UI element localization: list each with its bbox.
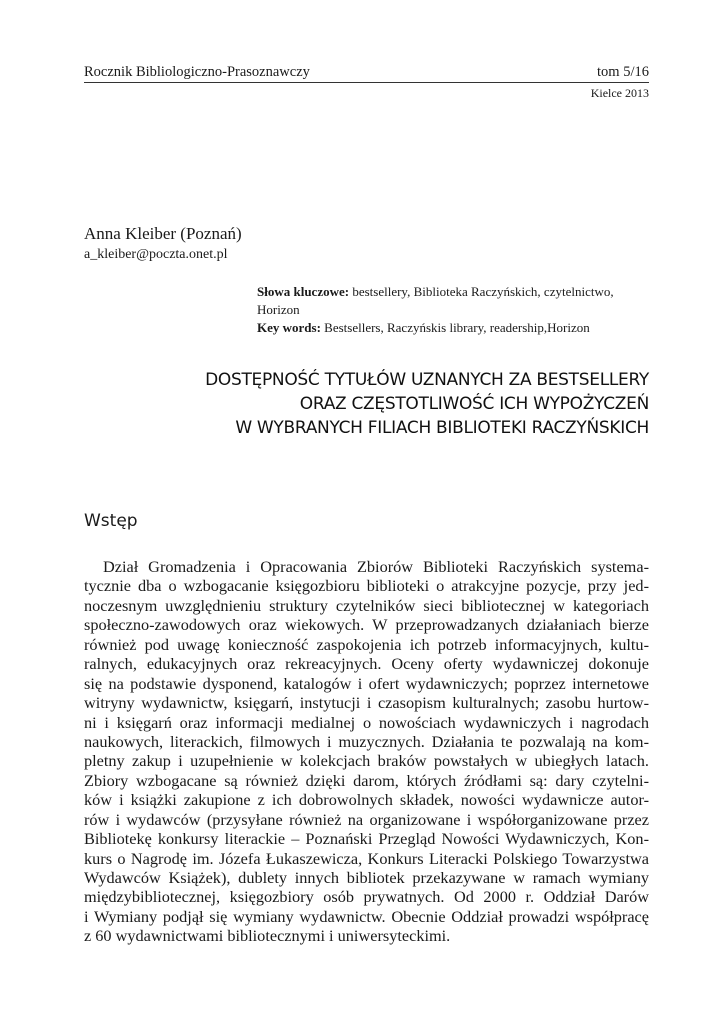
body-line: społeczno-zawodowych oraz wiekowych. W przeprowadzanych działaniach bierze — [84, 615, 649, 635]
header-divider — [84, 82, 649, 83]
body-line: z 60 wydawnictwami bibliotecznymi i uniwersyteckimi. — [84, 926, 451, 946]
volume-number: tom 5/16 — [597, 64, 649, 80]
body-line: kurs o Nagrodę im. Józefa Łukaszewicza, Konkurs Literacki Polskiego Towarzystwa — [84, 848, 649, 868]
body-line: rów i wydawców (przysyłane również na organizowane i współorganizowane przez — [84, 809, 649, 829]
body-line: pletny zakup i uzupełnienie w kolekcjach braków powstałych w ubiegłych latach. — [84, 751, 649, 771]
title-line: W WYBRANYCH FILIACH BIBLIOTEKI RACZYŃSKICH — [235, 418, 649, 438]
body-line: witryny wydawnictw, księgarń, instytucji i czasopism kulturalnych; zasobu hurtow- — [84, 693, 649, 713]
body-line: się na podstawie dysponend, katalogów i ofert wydawniczych; poprzez internetowe — [84, 673, 649, 693]
keywords-english-label: Key words: — [257, 320, 321, 335]
body-line: również pod uwagę konieczność zaspokojenia ich potrzeb informacyjnych, kultu- — [84, 634, 649, 654]
place-year: Kielce 2013 — [590, 86, 649, 100]
keywords-polish — [257, 283, 649, 319]
keywords-english-text: Bestsellers, Raczyńskis library, readership,Horizon — [324, 320, 590, 335]
body-line: Zbiory wzbogacane są również dzięki darom, których źródłami są: dary czytelni- — [84, 770, 649, 790]
title-line: ORAZ CZĘSTOTLIWOŚĆ ICH WYPOŻYCZEŃ — [299, 394, 649, 414]
keywords-polish-text: bestsellery, Biblioteka Raczyńskich, czytelnictwo, Horizon — [257, 284, 614, 317]
section-heading: Wstęp — [84, 511, 138, 531]
journal-name: Rocznik Bibliologiczno-Prasoznawczy — [84, 64, 310, 80]
body-line: Bibliotekę konkursy literackie – Poznański Przegląd Nowości Wydawniczych, Kon- — [84, 829, 649, 849]
body-line: ralnych, edukacyjnych oraz rekreacyjnych. Oceny oferty wydawniczej dokonuje — [84, 654, 649, 674]
keywords-english — [257, 319, 649, 337]
article-title — [129, 368, 649, 440]
body-paragraph — [84, 557, 649, 946]
body-line: Dział Gromadzenia i Opracowania Zbiorów Biblioteki Raczyńskich systema- — [103, 557, 649, 576]
author-name: Anna Kleiber (Poznań) — [84, 224, 242, 243]
body-line: naukowych, literackich, filmowych i muzycznych. Działania te pozwalają na kom- — [84, 731, 649, 751]
body-line: ni i księgarń oraz informacji medialnej o nowościach wydawniczych i nagrodach — [84, 712, 649, 732]
body-line: tycznie dba o wzbogacanie księgozbioru biblioteki o atrakcyjne pozycje, przy jed- — [84, 576, 649, 596]
keywords-polish-label: Słowa kluczowe: — [257, 284, 350, 299]
body-line: noczesnym uwzględnieniu struktury czytelników sieci bibliotecznej w kategoriach — [84, 595, 649, 615]
body-line: międzybibliotecznej, księgozbiory osób prywatnych. Od 2000 r. Oddział Darów — [84, 887, 649, 907]
body-line: ków i książki zakupione z ich dobrowolnych składek, nowości wydawnicze autor- — [84, 790, 649, 810]
body-line: i Wymiany podjął się wymiany wydawnictw. Obecnie Oddział prowadzi współpracę — [84, 906, 649, 926]
body-line: Wydawców Książek), dublety innych bibliotek przekazywane w ramach wymiany — [84, 868, 649, 887]
title-line: DOSTĘPNOŚĆ TYTUŁÓW UZNANYCH ZA BESTSELLERY — [205, 370, 649, 390]
author-email: a_kleiber@poczta.onet.pl — [84, 247, 228, 262]
